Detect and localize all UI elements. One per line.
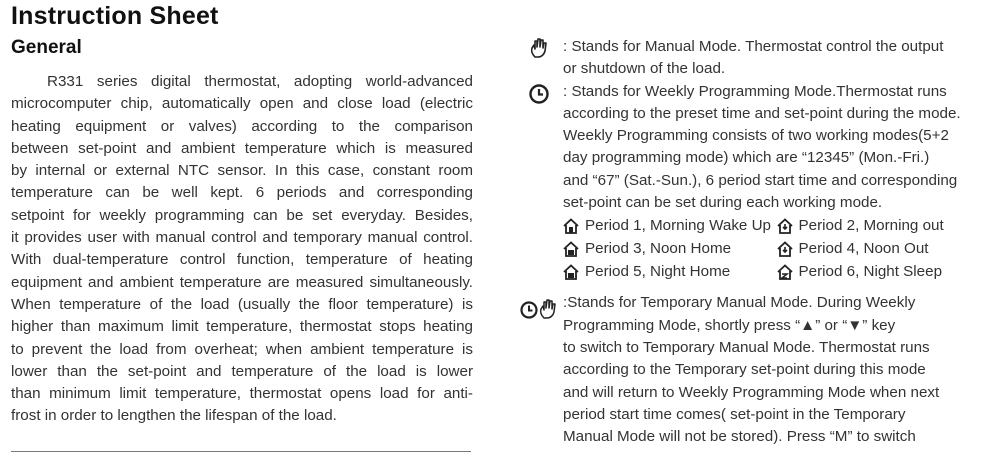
period-label: Period 3, Noon Home xyxy=(585,239,732,257)
house-sleep-icon xyxy=(777,264,793,280)
period-item xyxy=(563,215,777,237)
temporary-mode-line: according to the Temporary set-point during this mode xyxy=(563,361,926,379)
period-label: Period 5, Night Home xyxy=(585,262,731,280)
paragraph-line: temperature can be well kept. 6 periods and corresponding xyxy=(11,184,473,202)
paragraph-line: by internal or external NTC sensor. In this case, constant room xyxy=(11,162,473,180)
paragraph-line: lower than the set-point and temperature of the load is lower xyxy=(11,362,473,380)
weekly-mode-entry xyxy=(528,81,990,215)
weekly-mode-line: Weekly Programming consists of two working modes(5+2 xyxy=(563,127,949,145)
paragraph-line: higher than maximum limit temperature, thermostat stops heating xyxy=(11,318,473,336)
weekly-mode-line: according to the preset time and set-point during the mode. xyxy=(563,104,961,122)
period-label: Period 4, Noon Out xyxy=(798,239,929,257)
temporary-mode-entry xyxy=(528,292,990,448)
hand-icon xyxy=(528,37,550,59)
section-heading: General xyxy=(11,37,82,58)
paragraph-line: setpoint for weekly programming can be set everyday. Besides, xyxy=(11,206,473,224)
weekly-mode-line: and “67” (Sat.-Sun.), 6 period start time and corresponding xyxy=(563,171,958,189)
house-wake-icon xyxy=(563,218,579,234)
period-item xyxy=(777,238,991,260)
temporary-mode-line: Programming Mode, shortly press “▲” or “▼” key xyxy=(563,316,896,334)
period-item xyxy=(563,238,777,260)
paragraph-line: than minimum limit temperature, thermostat opens load for anti- xyxy=(11,385,473,403)
weekly-mode-line: : Stands for Weekly Programming Mode.Thermostat runs xyxy=(563,82,947,100)
general-paragraph xyxy=(11,71,473,428)
paragraph-line: With dual-temperature control function, temperature of heating xyxy=(11,251,473,269)
temporary-mode-line: Manual Mode will not be stored). Press “M” to switch xyxy=(563,428,916,446)
paragraph-line: it provides user with manual control and temporary manual control. xyxy=(11,229,473,247)
house-home-icon xyxy=(563,264,579,280)
period-list xyxy=(528,214,990,283)
manual-mode-line: or shutdown of the load. xyxy=(563,60,726,78)
temporary-mode-line: to switch to Temporary Manual Mode. Thermostat runs xyxy=(563,338,930,356)
clock-icon xyxy=(528,82,550,104)
manual-mode-line: : Stands for Manual Mode. Thermostat control the output xyxy=(563,38,944,55)
weekly-mode-line: set-point can be set during each working mode. xyxy=(563,194,883,212)
paragraph-line: When temperature of the load (usually the floor temperature) is xyxy=(11,295,473,313)
paragraph-line: microcomputer chip, automatically open and close load (electric xyxy=(11,95,473,113)
period-item xyxy=(777,215,991,237)
house-out-icon xyxy=(777,241,793,257)
period-item xyxy=(777,261,991,283)
house-out-icon xyxy=(777,218,793,234)
temporary-mode-line: :Stands for Temporary Manual Mode. During Weekly xyxy=(563,294,916,312)
paragraph-line: heating equipment or valves) according to the comparison xyxy=(11,117,473,135)
paragraph-line: between set-point and ambient temperature which is measured xyxy=(11,139,473,157)
manual-mode-entry xyxy=(528,36,990,81)
paragraph-line: R331 series digital thermostat, adopting world-advanced xyxy=(47,73,473,90)
house-home-icon xyxy=(563,241,579,257)
period-label: Period 2, Morning out xyxy=(798,216,944,234)
divider xyxy=(11,451,471,452)
period-label: Period 6, Night Sleep xyxy=(798,262,943,280)
clock-hand-icon xyxy=(520,298,560,320)
paragraph-line: frost in order to lengthen the lifespan of the load. xyxy=(11,407,337,425)
period-item xyxy=(563,261,777,283)
period-label: Period 1, Morning Wake Up xyxy=(585,216,771,234)
page-title: Instruction Sheet xyxy=(11,2,219,30)
paragraph-line: to prevent the load from overheat; when ambient temperature is xyxy=(11,340,473,358)
weekly-mode-line: day programming mode) which are “12345” (Mon.-Fri.) xyxy=(563,149,930,167)
temporary-mode-line: and will return to Weekly Programming Mode when next xyxy=(563,383,940,401)
mode-legend xyxy=(528,36,990,448)
paragraph-line: equipment and ambient temperature are measured simultaneously. xyxy=(11,273,473,291)
temporary-mode-line: period start time comes( set-point in the Temporary xyxy=(563,405,906,423)
